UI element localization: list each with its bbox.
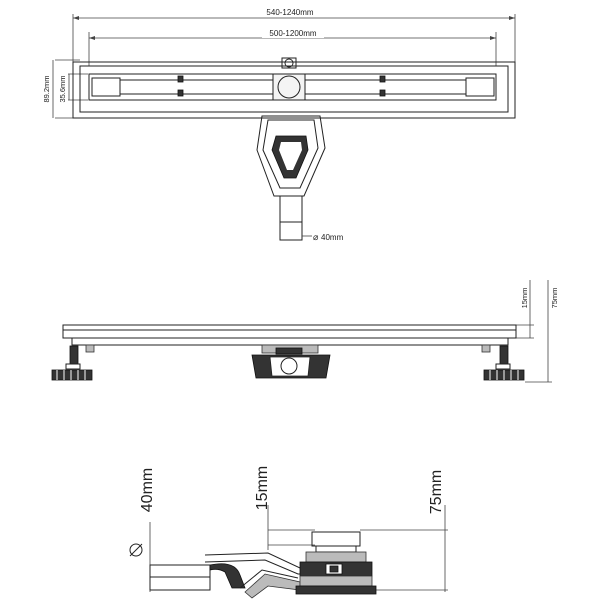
- right-adjustable-foot: [482, 345, 524, 380]
- outlet-height-dimension: [130, 468, 175, 592]
- drain-channel-side: [63, 325, 516, 345]
- side-total-height-label: 75mm: [550, 287, 559, 309]
- section-outlet-height-label: 40mm: [139, 467, 156, 513]
- overall-length-label: 540-1240mm: [266, 8, 314, 17]
- top-view: [42, 6, 515, 242]
- siphon-unit-side: [252, 345, 330, 378]
- drain-channel-top: [73, 58, 515, 118]
- side-channel-depth-label: 15mm: [520, 287, 529, 309]
- section-channel-depth-label: 15mm: [254, 465, 271, 511]
- outlet-siphon-top: [257, 116, 325, 240]
- side-view: [52, 280, 559, 382]
- diameter-symbol: ⌀: [313, 232, 319, 242]
- outlet-pipe-section: [150, 565, 210, 590]
- section-view: [130, 466, 448, 598]
- outlet-diameter-annotation: [302, 232, 344, 242]
- total-width-label: 89.2mm: [42, 75, 51, 103]
- trap-section: [296, 532, 376, 594]
- grate-length-label: 500-1200mm: [269, 29, 317, 38]
- left-adjustable-foot: [52, 345, 94, 380]
- section-total-height-dimension: [360, 470, 448, 592]
- section-total-height-label: 75mm: [428, 469, 445, 515]
- outlet-diameter-label: 40mm: [321, 233, 344, 242]
- width-dimensions: [42, 60, 88, 118]
- side-height-dimensions: [516, 280, 559, 382]
- section-channel-depth-dimension: [254, 466, 315, 550]
- channel-width-label: 35.6mm: [58, 75, 67, 103]
